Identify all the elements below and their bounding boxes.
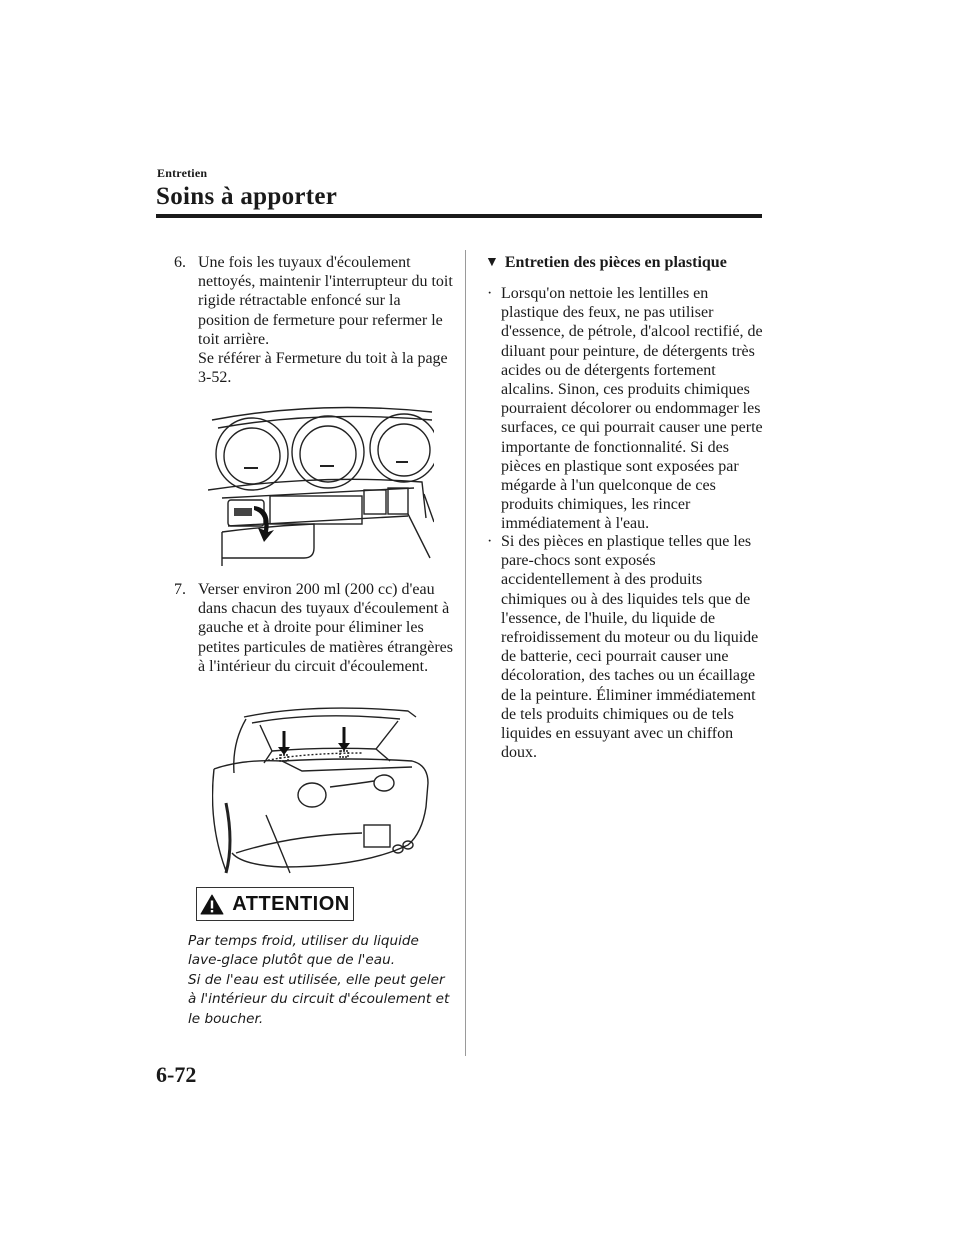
step-number: 7.	[174, 581, 186, 598]
car-rear-drain-illustration	[212, 703, 432, 875]
step-text: Verser environ 200 ml (200 cc) d'eau dans chacun des tuyaux d'écoulement à gauche et à droite pour éliminer les petites particules de matières étrangères à l'intérieur du circuit d'écoulement.	[198, 581, 453, 675]
step-text: Une fois les tuyaux d'écoulement nettoyés, maintenir l'interrupteur du toit rigide rétractable enfoncé sur la position de fermeture pour refermer le toit arrière.	[198, 254, 453, 348]
step-number: 6.	[174, 254, 186, 271]
page-title: Soins à apporter	[156, 183, 338, 210]
attention-box	[196, 887, 354, 921]
attention-label: ATTENTION	[232, 892, 350, 915]
header-rule	[156, 214, 762, 218]
section-heading-text: Entretien des pièces en plastique	[504, 254, 727, 271]
attention-line: Par temps froid, utiliser du liquide lave-glace plutôt que de l'eau.	[188, 933, 419, 969]
bullet-dot-icon: ·	[487, 533, 493, 550]
roof-switch-illustration	[208, 398, 434, 566]
list-item	[487, 284, 765, 534]
step-7	[174, 580, 454, 676]
step-6	[174, 253, 454, 387]
section-label: Entretien	[157, 166, 208, 180]
list-item	[487, 532, 765, 762]
attention-text	[188, 932, 450, 1029]
page-number: 6-72	[156, 1062, 197, 1087]
bullet-dot-icon: ·	[487, 285, 493, 302]
step-reference: Se référer à Fermeture du toit à la page 3-52.	[198, 350, 448, 387]
column-divider	[465, 250, 466, 1056]
warning-triangle-icon	[200, 894, 224, 915]
attention-line: Si de l'eau est utilisée, elle peut geler à l'intérieur du circuit d'écoulement et le boucher.	[188, 971, 450, 1027]
list-item-text: Si des pièces en plastique telles que les pare-chocs sont exposés accidentellement à des produits chimiques ou à des liquides tels que de l'essence, de l'huile, du liquide de refroidissement du moteur ou du liquide de batterie, ceci pourrait causer une décoloration, des taches ou un écaillage de la peinture. Éliminer immédiatement de tels produits chimiques ou de tels liquides en essuyant avec un chiffon doux.	[501, 533, 759, 762]
section-heading	[485, 254, 727, 272]
triangle-down-icon: ▼	[485, 255, 499, 270]
list-item-text: Lorsqu'on nettoie les lentilles en plastique des feux, ne pas utiliser d'essence, de pétrole, d'alcool rectifié, de diluant pour peinture, de détergents très acides ou de détergents fortement alcalins. Sinon, ces produits chimiques pourraient décolorer ou endommager les surfaces, ce qui pourrait causer une perte importante de fonctionnalité. Si des pièces en plastique sont exposées par mégarde à l'un quelconque de ces produits chimiques, les rincer immédiatement à l'eau.	[501, 285, 763, 533]
